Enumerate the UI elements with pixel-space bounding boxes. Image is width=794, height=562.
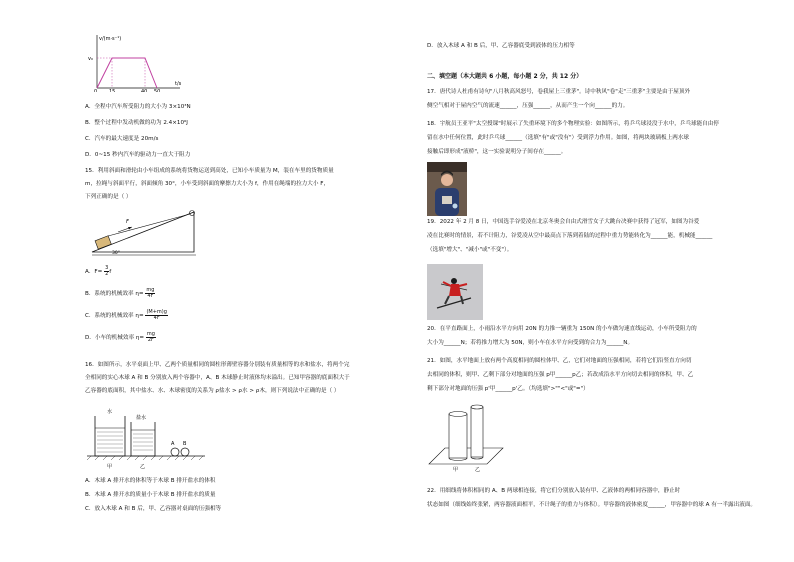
q15-option-b-fraction	[145, 288, 155, 299]
q15-option-c-denominator: 4F	[153, 315, 160, 321]
q16-option-d: D．放入木球 A 和 B 后，甲、乙容器底受到液体的压力相等	[427, 43, 575, 49]
q16-line-3: 乙容器的底面积，其中盐水、水、木球密度的关系为 ρ盐水 > ρ水 > ρ木，则下列说法中正确的是（ ）	[85, 388, 340, 394]
q22-line-2: 状态如图（细线始终张紧，两容器液面相平，不计绳子的重力与体积）。甲容器的液体密度______，甲容器中的球 A 有一半露出液面。	[427, 502, 757, 508]
container-yi-label: 乙	[140, 464, 146, 470]
q15-option-d-fraction	[146, 332, 156, 343]
graph-x-label: t/s	[175, 81, 182, 87]
cylinders-diagram	[427, 402, 507, 474]
q15-line-2: m，拉绳与斜面平行，斜面倾角 30°，小车受到斜面的摩擦力大小为 f，作用在绳端的拉力大小 F，	[85, 181, 330, 187]
q15-option-a-prefix: A．F=	[85, 269, 103, 275]
cylinder-yi-label: 乙	[475, 467, 481, 473]
q15-option-d-prefix: D．小车的机械效率 η=	[85, 335, 145, 341]
q15-option-d-denominator: 2F	[147, 337, 154, 343]
q14-option-c: C．汽车的最大速度是 20m/s	[85, 136, 159, 142]
q15-option-b-denominator: 4F	[147, 293, 154, 299]
q15-option-b-numerator: mg	[146, 287, 155, 293]
q14-option-a: A．全程中汽车所受阻力的大小为 3×10³N	[85, 104, 191, 110]
container-jia-label: 甲	[107, 464, 113, 470]
q15-option-a-denominator: 2	[105, 271, 109, 277]
q15-line-3: 下列正确的是（ ）	[85, 194, 132, 200]
graph-y-tick: v₀	[88, 56, 93, 62]
q15-option-a	[85, 266, 111, 277]
q15-option-b-prefix: B．系统的机械效率 η=	[85, 291, 144, 297]
q15-option-c-fraction	[145, 310, 167, 321]
incline-diagram	[90, 208, 200, 258]
q14-option-b: B．整个过程中发动机做的功为 2.4×10⁶J	[85, 120, 188, 126]
q15-option-d-numerator: mg	[146, 331, 155, 337]
containers-diagram	[85, 404, 225, 472]
incline-force-label: F	[126, 219, 129, 225]
q15-option-b	[85, 288, 155, 299]
skier-photo	[427, 264, 483, 320]
ball-b-label: B	[183, 441, 187, 447]
q21-line-1: 21．如图，水平地面上放有两个高度相同的圆柱体甲、乙，它们对地面的压强相同，若将它们沿竖直方向切	[427, 358, 692, 364]
incline-angle-label: 30°	[112, 251, 120, 256]
q16-line-1: 16．如图所示，水平桌面上甲、乙两个质量相同的圆柱形薄壁容器分别装有质量相等的水和盐水，将两个完	[85, 362, 350, 368]
q20-line-1: 20．在平直路面上，小雨沿水平方向用 20N 的力推一辆重为 150N 的小车做匀速直线运动，小车所受阻力的	[427, 326, 697, 332]
q19-line-1: 19．2022 年 2 月 8 日，中国选手谷爱凌在北京冬奥会自由式滑雪女子大跳台决赛中获得了冠军，如图为谷爱	[427, 219, 700, 225]
cylinder-jia-label: 甲	[453, 467, 459, 473]
q15-option-d	[85, 332, 156, 343]
q16-option-a: A．木球 A 排开水的体积等于木球 B 排开盐水的体积	[85, 478, 216, 484]
container-water-label: 水	[107, 409, 113, 415]
q16-option-b: B．木球 A 排开水的质量小于木球 B 排开盐水的质量	[85, 492, 216, 498]
q14-option-d: D．0~15 秒内汽车的驱动力一直大于阻力	[85, 152, 191, 158]
q15-option-a-numerator: 3	[105, 265, 109, 271]
q16-line-2: 全相同的实心木球 A 和 B 分别放入两个容器中，A、B 木球静止时液体均未溢出。已知甲容器的底面积大于	[85, 375, 350, 381]
section-heading: 二、填空题（本大题共 6 小题，每小题 2 分，共 12 分）	[427, 73, 583, 80]
q17-line-1: 17．唐代诗人杜甫有诗句"八月秋高风怒号，卷我屋上三重茅"。诗中秋风"卷"走"三重茅"主要是由于屋顶外	[427, 89, 691, 95]
q15-option-c	[85, 310, 168, 321]
q18-line-3: 接触后即形成"液桥"，这一实验说明分子间存在______。	[427, 149, 567, 155]
q15-option-a-suffix: f	[109, 269, 112, 275]
q18-line-1: 18．宇航员王亚平"太空授课"时展示了失重环境下的多个物理实验：如图所示，将乒乓球浸没于水中，乒乓球能自由停	[427, 121, 719, 127]
q21-line-3: 剩下部分对地面的压强 p'甲______p'乙。（均选填">""<"或"="）	[427, 386, 589, 392]
graph-y-label: v/(m·s⁻¹)	[99, 36, 122, 42]
ball-a-label: A	[171, 441, 175, 447]
astronaut-photo	[427, 162, 467, 216]
velocity-time-graph	[85, 30, 205, 92]
q15-option-c-prefix: C．系统的机械效率 η=	[85, 313, 144, 319]
q15-line-1: 15．利用斜面和滑轮由小车组成的系统将货物运送到高处，已知小车质量为 M，装在车里的货物质量	[85, 168, 334, 174]
graph-x-tick-15: 15	[109, 89, 116, 92]
q19-line-3: （选填"增大"、"减小"或"不变"）。	[427, 247, 513, 253]
q15-option-c-numerator: (M+m)g	[146, 309, 167, 315]
q21-line-2: 去相同的体积，则甲、乙剩下部分对地面的压强 p甲______p乙；若改成沿水平方向切去相同的体积，甲、乙	[427, 372, 694, 378]
graph-x-tick-0: 0	[94, 89, 98, 92]
q19-line-2: 凌在比赛时的情景，若不计阻力，谷爱凌从空中最高点下落到着陆的过程中重力势能转化为______能，机械能______	[427, 233, 713, 239]
q16-option-c: C．放入木球 A 和 B 后，甲、乙容器对桌面的压强相等	[85, 506, 222, 512]
q17-line-2: 侧空气相对于屋内空气的流速______，压强______，从而产生一个向______的力。	[427, 103, 629, 109]
q22-line-1: 22．用细线将体积相同的 A、B 两球相连接，将它们分别放入装有甲、乙液体的两相同容器中，静止时	[427, 488, 681, 494]
graph-x-tick-50: 50	[154, 89, 161, 92]
graph-x-tick-40: 40	[141, 89, 148, 92]
container-brine-label: 盐水	[136, 415, 147, 421]
q20-line-2: 大小为______N；若将推力增大为 50N，则小车在水平方向受到的合力为______N。	[427, 340, 634, 346]
q18-line-2: 留在水中任何位置，此时乒乓球______（选填"有"或"没有"）受到浮力作用。如图，将两块玻璃板上两水球	[427, 135, 690, 141]
